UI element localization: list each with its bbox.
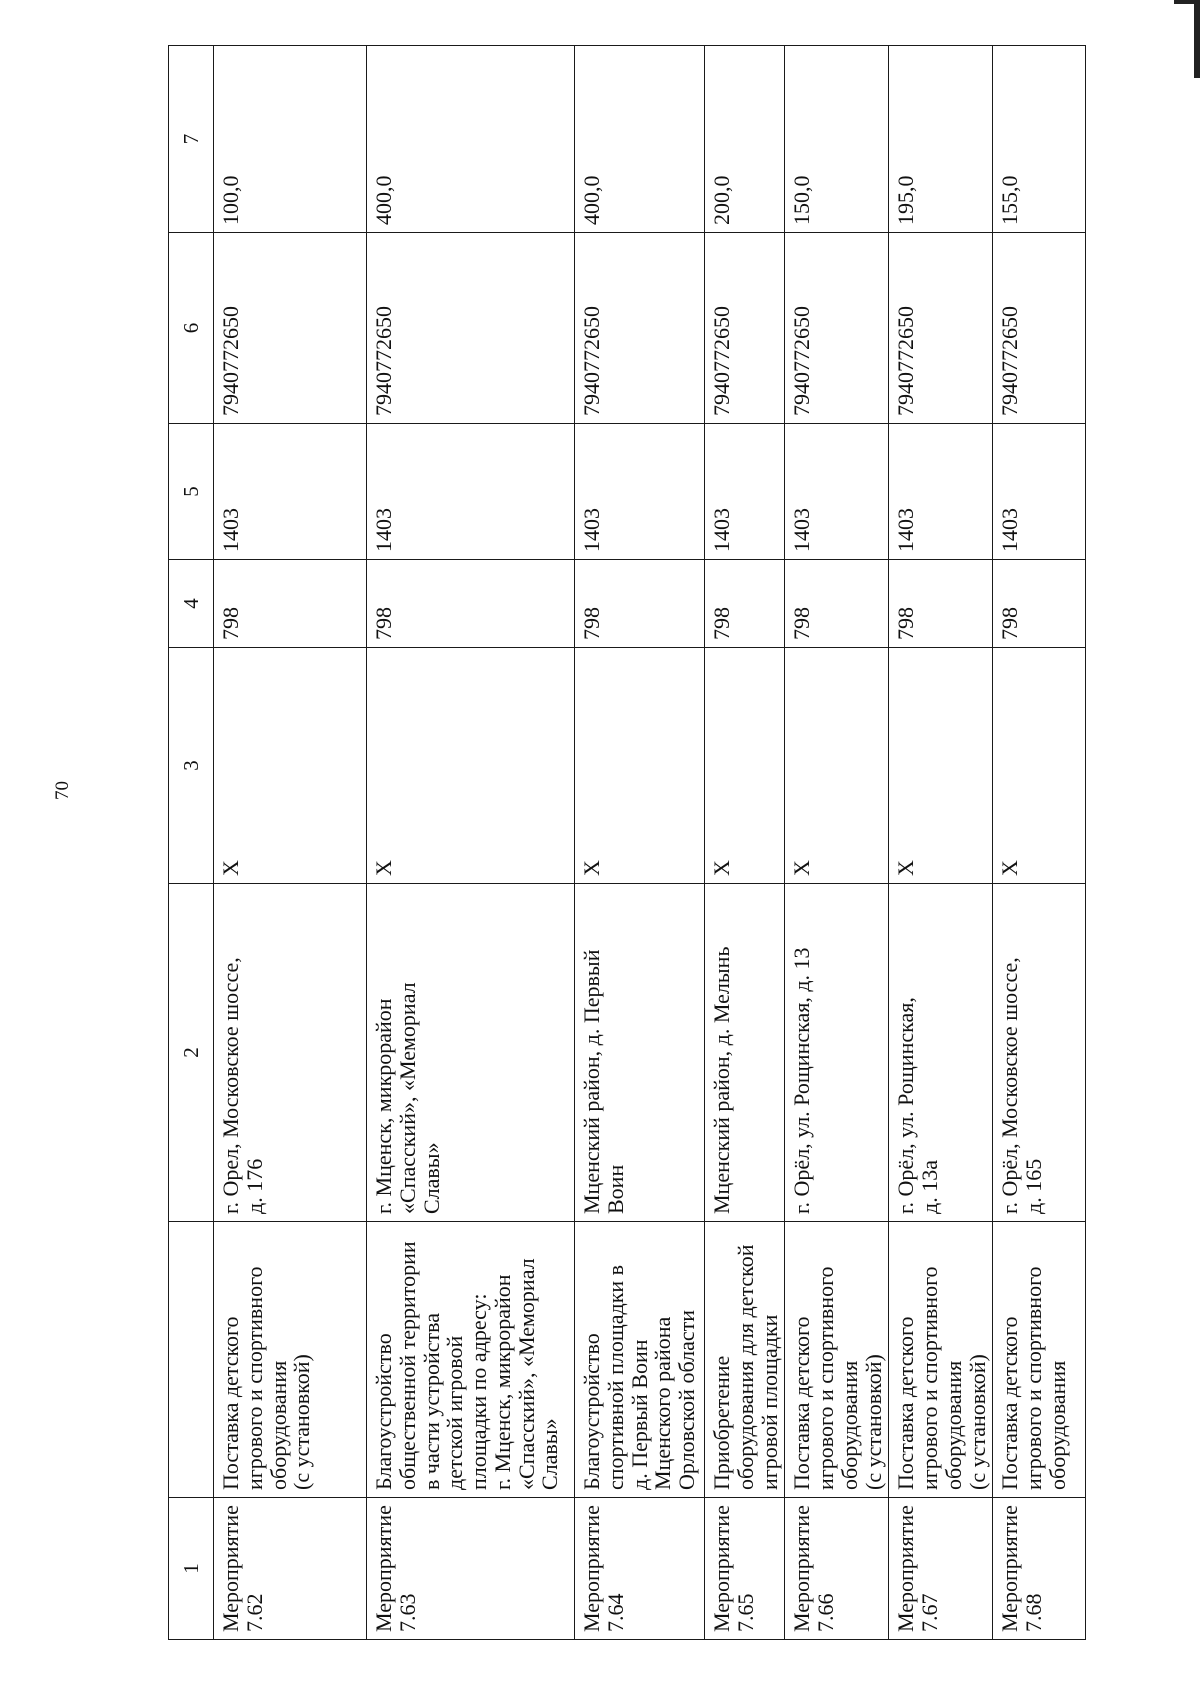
col4-cell: 798 <box>705 560 785 648</box>
amount-cell: 400,0 <box>367 46 575 233</box>
table-row <box>214 46 367 1640</box>
col4-cell: 798 <box>214 560 367 648</box>
amount-cell: 150,0 <box>785 46 889 233</box>
table-row <box>575 46 705 1640</box>
event-id-cell: Мероприятие 7.62 <box>214 1498 367 1640</box>
event-id-cell: Мероприятие 7.67 <box>889 1498 993 1640</box>
event-name-cell: Благоустройство общественной территории в части устройства детской игровой площадки по адресу: г. Мценск, микрорайон «Спасский», «Мемориал Славы» <box>367 1222 575 1498</box>
table-row <box>889 46 993 1640</box>
col3-cell: Х <box>889 648 993 884</box>
address-cell: Мценский район, д. Первый Воин <box>575 884 705 1222</box>
event-id-cell: Мероприятие 7.63 <box>367 1498 575 1640</box>
column-header: 6 <box>169 233 214 424</box>
event-name-cell: Поставка детского игрового и спортивного оборудования <box>993 1222 1086 1498</box>
address-cell: г. Орёл, Московское шоссе, д. 165 <box>993 884 1086 1222</box>
col5-cell: 1403 <box>993 424 1086 560</box>
scan-edge-mark-top <box>1174 0 1200 4</box>
col5-cell: 1403 <box>367 424 575 560</box>
event-name-cell: Благоустройство спортивной площадки в д. Первый Воин Мценского района Орловской области <box>575 1222 705 1498</box>
col6-cell: 7940772650 <box>705 233 785 424</box>
column-header: 5 <box>169 424 214 560</box>
col6-cell: 7940772650 <box>214 233 367 424</box>
column-header: 7 <box>169 46 214 233</box>
col6-cell: 7940772650 <box>993 233 1086 424</box>
col5-cell: 1403 <box>785 424 889 560</box>
col6-cell: 7940772650 <box>785 233 889 424</box>
col6-cell: 7940772650 <box>889 233 993 424</box>
page-number: 70 <box>52 781 73 800</box>
col4-cell: 798 <box>993 560 1086 648</box>
event-name-cell: Приобретение оборудования для детской игровой площадки <box>705 1222 785 1498</box>
col3-cell: Х <box>367 648 575 884</box>
col5-cell: 1403 <box>575 424 705 560</box>
col3-cell: Х <box>785 648 889 884</box>
col5-cell: 1403 <box>214 424 367 560</box>
col3-cell: Х <box>705 648 785 884</box>
col5-cell: 1403 <box>705 424 785 560</box>
amount-cell: 195,0 <box>889 46 993 233</box>
address-cell: г. Орёл, ул. Рощинская, д. 13а <box>889 884 993 1222</box>
address-cell: г. Орел, Московское шоссе, д. 176 <box>214 884 367 1222</box>
address-cell: г. Орёл, ул. Рощинская, д. 13 <box>785 884 889 1222</box>
col6-cell: 7940772650 <box>575 233 705 424</box>
rotated-table-container <box>168 46 1083 1640</box>
col3-cell: Х <box>214 648 367 884</box>
column-header: 3 <box>169 648 214 884</box>
column-header: 2 <box>169 884 214 1222</box>
table-row <box>785 46 889 1640</box>
address-cell: Мценский район, д. Мелынь <box>705 884 785 1222</box>
table-row <box>993 46 1086 1640</box>
col4-cell: 798 <box>889 560 993 648</box>
event-id-cell: Мероприятие 7.68 <box>993 1498 1086 1640</box>
column-header: 1 <box>169 1498 214 1640</box>
column-header: 4 <box>169 560 214 648</box>
event-name-cell: Поставка детского игрового и спортивного оборудования (с установкой) <box>889 1222 993 1498</box>
col3-cell: Х <box>575 648 705 884</box>
col5-cell: 1403 <box>889 424 993 560</box>
amount-cell: 155,0 <box>993 46 1086 233</box>
event-name-cell: Поставка детского игрового и спортивного оборудования (с установкой) <box>214 1222 367 1498</box>
scan-edge-mark <box>1194 0 1200 78</box>
column-header <box>169 1222 214 1498</box>
amount-cell: 200,0 <box>705 46 785 233</box>
col6-cell: 7940772650 <box>367 233 575 424</box>
address-cell: г. Мценск, микрорайон «Спасский», «Мемориал Славы» <box>367 884 575 1222</box>
col3-cell: Х <box>993 648 1086 884</box>
table-row <box>367 46 575 1640</box>
event-id-cell: Мероприятие 7.65 <box>705 1498 785 1640</box>
table-row <box>705 46 785 1640</box>
budget-table <box>168 45 1086 1640</box>
col4-cell: 798 <box>575 560 705 648</box>
col4-cell: 798 <box>367 560 575 648</box>
amount-cell: 100,0 <box>214 46 367 233</box>
amount-cell: 400,0 <box>575 46 705 233</box>
col4-cell: 798 <box>785 560 889 648</box>
table-body <box>169 46 1086 1640</box>
event-id-cell: Мероприятие 7.64 <box>575 1498 705 1640</box>
event-name-cell: Поставка детского игрового и спортивного оборудования (с установкой) <box>785 1222 889 1498</box>
event-id-cell: Мероприятие 7.66 <box>785 1498 889 1640</box>
header-row <box>169 46 214 1640</box>
